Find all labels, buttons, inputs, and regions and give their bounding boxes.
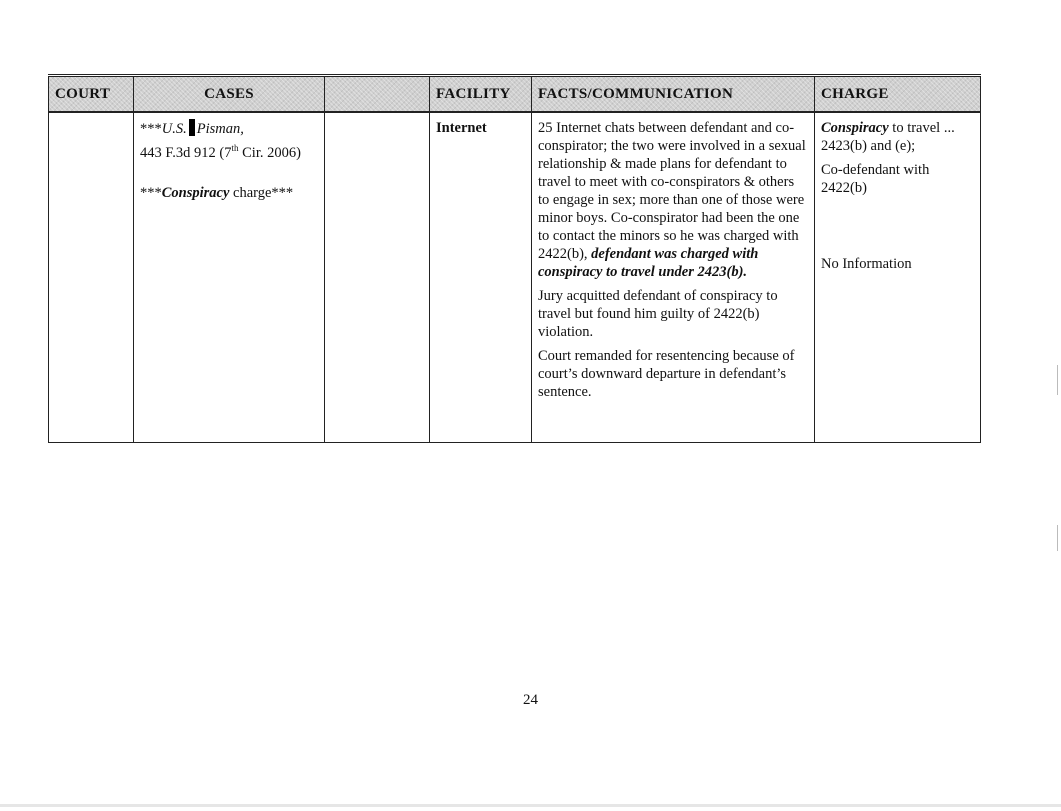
header-facts: FACTS/COMMUNICATION	[532, 76, 815, 113]
header-facility: FACILITY	[430, 76, 532, 113]
facts-paragraph-3: Court remanded for resentencing because of court’s downward departure in defendant’s sentence.	[538, 348, 795, 400]
header-cases: CASES	[134, 76, 325, 113]
charge-paragraph-2: Co-defendant with 2422(b)	[821, 162, 930, 196]
cell-facility: Internet	[430, 112, 532, 442]
cell-court	[49, 112, 134, 442]
cell-charge	[815, 112, 981, 442]
charge-paragraph-3: No Information	[821, 256, 912, 272]
table-header-row	[49, 76, 981, 113]
header-charge: CHARGE	[815, 76, 981, 113]
redaction-mark	[189, 119, 195, 136]
cell-blank	[325, 112, 430, 442]
cell-cases	[134, 112, 325, 442]
case-citation: 443 F.3d 912 (7th Cir. 2006)	[140, 143, 301, 161]
scan-artifact	[1057, 525, 1058, 551]
cell-facts	[532, 112, 815, 442]
case-note: ***Conspiracy charge***	[140, 185, 294, 201]
case-title: ***U.S. Pisman,	[140, 121, 244, 137]
header-blank	[325, 76, 430, 113]
facts-paragraph-1: 25 Internet chats between defendant and co-conspirator; the two were involved in a sexual relationship & made plans for defendant to travel to meet with co-conspirators & others to engage in sex; more than one of those were minor boys. Co-conspirator had been the one to contact the minors so he was charged with 2422(b), defendant was charged with conspiracy to travel under 2423(b).	[538, 120, 806, 280]
case-table	[48, 74, 981, 443]
page-number: 24	[523, 692, 538, 708]
facts-paragraph-2: Jury acquitted defendant of conspiracy to travel but found him guilty of 2422(b) violation.	[538, 288, 778, 340]
charge-paragraph-1: Conspiracy to travel ... 2423(b) and (e);	[821, 120, 955, 154]
scan-artifact	[1057, 365, 1058, 395]
scan-bottom-edge	[0, 804, 1061, 807]
table-row	[49, 112, 981, 442]
header-court: COURT	[49, 76, 134, 113]
